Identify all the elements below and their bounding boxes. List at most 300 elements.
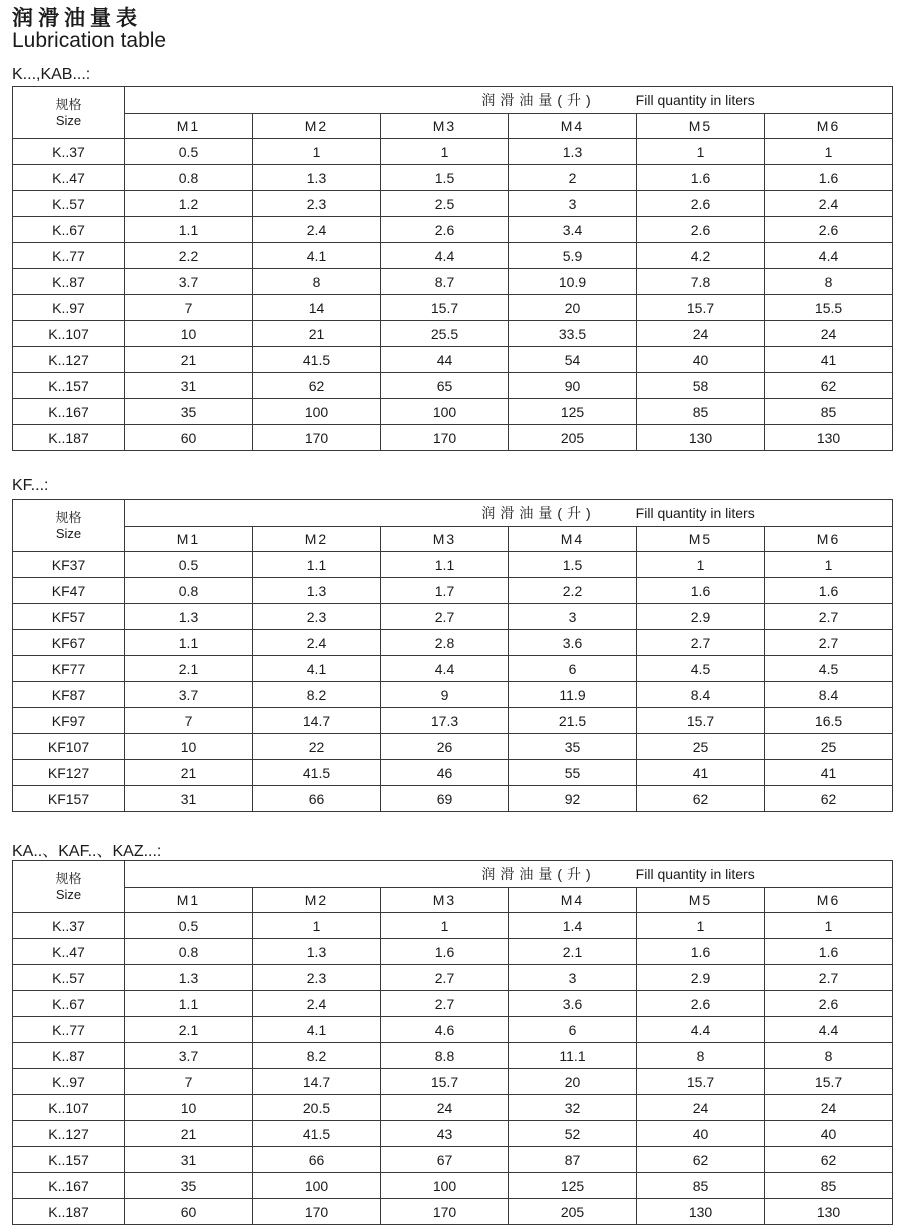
quantity-cell: 1.6	[765, 939, 893, 965]
quantity-cell: 1.3	[125, 604, 253, 630]
mounting-position-header: M6	[765, 527, 893, 552]
mounting-position-header-row	[13, 527, 893, 552]
quantity-cell: 1.1	[125, 630, 253, 656]
mounting-position-header: M3	[381, 527, 509, 552]
quantity-cell: 67	[381, 1147, 509, 1173]
quantity-cell: 14	[253, 295, 381, 321]
quantity-cell: 15.7	[765, 1069, 893, 1095]
section-label: KF...:	[12, 477, 49, 494]
quantity-cell: 62	[253, 373, 381, 399]
quantity-cell: 4.1	[253, 656, 381, 682]
size-cell: K..157	[13, 373, 125, 399]
size-cell: K..37	[13, 139, 125, 165]
quantity-cell: 44	[381, 347, 509, 373]
quantity-cell: 24	[381, 1095, 509, 1121]
quantity-cell: 8	[765, 1043, 893, 1069]
table-row	[13, 578, 893, 604]
quantity-cell: 4.4	[637, 1017, 765, 1043]
quantity-cell: 10	[125, 321, 253, 347]
size-cell: K..47	[13, 939, 125, 965]
table-row	[13, 708, 893, 734]
quantity-cell: 41.5	[253, 347, 381, 373]
size-cell: KF37	[13, 552, 125, 578]
table-row	[13, 217, 893, 243]
quantity-cell: 35	[125, 1173, 253, 1199]
fill-header-en: Fill quantity in liters	[635, 505, 755, 521]
size-cell: K..47	[13, 165, 125, 191]
quantity-cell: 24	[637, 321, 765, 347]
quantity-cell: 1.6	[637, 578, 765, 604]
table-row	[13, 191, 893, 217]
quantity-cell: 2.9	[637, 965, 765, 991]
quantity-cell: 100	[381, 1173, 509, 1199]
table-row	[13, 913, 893, 939]
quantity-cell: 10	[125, 734, 253, 760]
quantity-cell: 32	[509, 1095, 637, 1121]
quantity-cell: 62	[765, 1147, 893, 1173]
quantity-cell: 24	[765, 321, 893, 347]
quantity-cell: 1.7	[381, 578, 509, 604]
page-title-english: Lubrication table	[12, 29, 167, 52]
quantity-cell: 2.6	[637, 191, 765, 217]
quantity-cell: 4.6	[381, 1017, 509, 1043]
mounting-position-header-row	[13, 888, 893, 913]
quantity-cell: 85	[765, 1173, 893, 1199]
table-row	[13, 630, 893, 656]
table-row	[13, 1043, 893, 1069]
quantity-cell: 41	[765, 760, 893, 786]
size-cell: KF97	[13, 708, 125, 734]
quantity-cell: 14.7	[253, 1069, 381, 1095]
quantity-cell: 15.7	[637, 295, 765, 321]
quantity-cell: 2.5	[381, 191, 509, 217]
quantity-cell: 130	[765, 425, 893, 451]
quantity-cell: 40	[637, 1121, 765, 1147]
quantity-cell: 41	[765, 347, 893, 373]
size-cell: K..77	[13, 1017, 125, 1043]
quantity-cell: 15.7	[637, 708, 765, 734]
quantity-cell: 62	[637, 1147, 765, 1173]
quantity-cell: 2.7	[637, 630, 765, 656]
size-header-cn: 规格	[55, 96, 82, 112]
table-row	[13, 425, 893, 451]
quantity-cell: 1.5	[381, 165, 509, 191]
quantity-cell: 20	[509, 1069, 637, 1095]
quantity-cell: 1.4	[509, 913, 637, 939]
quantity-cell: 2.3	[253, 965, 381, 991]
quantity-cell: 2.1	[509, 939, 637, 965]
quantity-cell: 1	[765, 552, 893, 578]
quantity-cell: 52	[509, 1121, 637, 1147]
mounting-position-header: M1	[125, 888, 253, 913]
quantity-cell: 1.3	[125, 965, 253, 991]
quantity-cell: 31	[125, 1147, 253, 1173]
quantity-cell: 43	[381, 1121, 509, 1147]
size-cell: K..167	[13, 1173, 125, 1199]
quantity-cell: 62	[765, 786, 893, 812]
quantity-cell: 2.4	[253, 991, 381, 1017]
quantity-cell: 85	[637, 1173, 765, 1199]
size-cell: K..107	[13, 321, 125, 347]
quantity-cell: 2.4	[765, 191, 893, 217]
mounting-position-header: M2	[253, 888, 381, 913]
quantity-cell: 21.5	[509, 708, 637, 734]
quantity-cell: 41.5	[253, 760, 381, 786]
quantity-cell: 4.4	[381, 656, 509, 682]
size-cell: K..37	[13, 913, 125, 939]
quantity-cell: 1.6	[637, 165, 765, 191]
quantity-cell: 33.5	[509, 321, 637, 347]
quantity-cell: 8.8	[381, 1043, 509, 1069]
quantity-cell: 20	[509, 295, 637, 321]
quantity-cell: 0.5	[125, 552, 253, 578]
quantity-cell: 1.6	[637, 939, 765, 965]
quantity-cell: 26	[381, 734, 509, 760]
mounting-position-header: M5	[637, 114, 765, 139]
quantity-cell: 24	[765, 1095, 893, 1121]
quantity-cell: 2.6	[637, 217, 765, 243]
mounting-position-header: M1	[125, 114, 253, 139]
quantity-cell: 4.5	[637, 656, 765, 682]
quantity-cell: 8.4	[765, 682, 893, 708]
quantity-cell: 58	[637, 373, 765, 399]
size-header	[13, 861, 125, 913]
quantity-cell: 2.1	[125, 656, 253, 682]
lubrication-table	[12, 499, 893, 812]
quantity-cell: 11.9	[509, 682, 637, 708]
size-header-en: Size	[55, 112, 82, 128]
size-cell: K..187	[13, 1199, 125, 1225]
quantity-cell: 8.2	[253, 1043, 381, 1069]
size-cell: K..127	[13, 1121, 125, 1147]
quantity-cell: 1	[253, 139, 381, 165]
quantity-cell: 1	[765, 139, 893, 165]
quantity-cell: 4.4	[765, 243, 893, 269]
quantity-cell: 1	[765, 913, 893, 939]
quantity-cell: 92	[509, 786, 637, 812]
table-row	[13, 991, 893, 1017]
size-header-en: Size	[55, 886, 82, 902]
mounting-position-header: M4	[509, 527, 637, 552]
quantity-cell: 100	[253, 1173, 381, 1199]
size-header-cn: 规格	[55, 509, 82, 525]
quantity-cell: 3.6	[509, 991, 637, 1017]
quantity-cell: 1.2	[125, 191, 253, 217]
quantity-cell: 130	[637, 425, 765, 451]
mounting-position-header: M6	[765, 888, 893, 913]
table-header-row	[13, 500, 893, 527]
mounting-position-header: M6	[765, 114, 893, 139]
quantity-cell: 2.4	[253, 217, 381, 243]
quantity-cell: 15.5	[765, 295, 893, 321]
quantity-cell: 41	[637, 760, 765, 786]
quantity-cell: 4.4	[765, 1017, 893, 1043]
quantity-cell: 1	[381, 139, 509, 165]
quantity-cell: 4.1	[253, 1017, 381, 1043]
table-row	[13, 656, 893, 682]
quantity-cell: 3	[509, 191, 637, 217]
quantity-cell: 35	[509, 734, 637, 760]
quantity-cell: 8	[765, 269, 893, 295]
quantity-cell: 2.3	[253, 191, 381, 217]
quantity-cell: 2.6	[381, 217, 509, 243]
quantity-cell: 3.7	[125, 682, 253, 708]
quantity-cell: 21	[253, 321, 381, 347]
fill-header-en: Fill quantity in liters	[635, 866, 755, 882]
table-header-row	[13, 861, 893, 888]
quantity-cell: 170	[381, 1199, 509, 1225]
quantity-cell: 125	[509, 399, 637, 425]
quantity-cell: 2.2	[125, 243, 253, 269]
quantity-cell: 2.6	[765, 217, 893, 243]
size-cell: KF127	[13, 760, 125, 786]
table-row	[13, 682, 893, 708]
quantity-cell: 0.8	[125, 165, 253, 191]
quantity-cell: 1	[637, 913, 765, 939]
quantity-cell: 2	[509, 165, 637, 191]
mounting-position-header-row	[13, 114, 893, 139]
quantity-cell: 46	[381, 760, 509, 786]
table-row	[13, 1095, 893, 1121]
quantity-cell: 2.7	[765, 965, 893, 991]
fill-header-cn: 润滑油量(升)	[481, 92, 596, 108]
quantity-cell: 125	[509, 1173, 637, 1199]
quantity-cell: 14.7	[253, 708, 381, 734]
quantity-cell: 4.2	[637, 243, 765, 269]
quantity-cell: 1.1	[381, 552, 509, 578]
size-header	[13, 500, 125, 552]
size-cell: KF157	[13, 786, 125, 812]
quantity-cell: 15.7	[381, 295, 509, 321]
quantity-cell: 1.1	[125, 991, 253, 1017]
quantity-cell: 4.5	[765, 656, 893, 682]
mounting-position-header: M2	[253, 114, 381, 139]
size-cell: K..67	[13, 217, 125, 243]
quantity-cell: 6	[509, 656, 637, 682]
quantity-cell: 85	[765, 399, 893, 425]
quantity-cell: 7	[125, 295, 253, 321]
quantity-cell: 1	[381, 913, 509, 939]
quantity-cell: 1.5	[509, 552, 637, 578]
table-row	[13, 295, 893, 321]
quantity-cell: 7	[125, 1069, 253, 1095]
size-cell: KF87	[13, 682, 125, 708]
table-row	[13, 139, 893, 165]
size-cell: K..97	[13, 1069, 125, 1095]
table-row	[13, 1121, 893, 1147]
mounting-position-header: M5	[637, 527, 765, 552]
quantity-cell: 2.7	[381, 991, 509, 1017]
mounting-position-header: M2	[253, 527, 381, 552]
quantity-cell: 8.7	[381, 269, 509, 295]
quantity-cell: 10	[125, 1095, 253, 1121]
quantity-cell: 100	[253, 399, 381, 425]
quantity-cell: 9	[381, 682, 509, 708]
mounting-position-header: M4	[509, 114, 637, 139]
table-row	[13, 1017, 893, 1043]
quantity-cell: 3.4	[509, 217, 637, 243]
table-row	[13, 243, 893, 269]
quantity-cell: 11.1	[509, 1043, 637, 1069]
size-cell: K..57	[13, 965, 125, 991]
quantity-cell: 17.3	[381, 708, 509, 734]
quantity-cell: 1.6	[381, 939, 509, 965]
mounting-position-header: M1	[125, 527, 253, 552]
quantity-cell: 8.2	[253, 682, 381, 708]
quantity-cell: 2.8	[381, 630, 509, 656]
table-header-row	[13, 87, 893, 114]
quantity-cell: 54	[509, 347, 637, 373]
table-row	[13, 734, 893, 760]
quantity-cell: 130	[765, 1199, 893, 1225]
quantity-cell: 1.3	[509, 139, 637, 165]
table-row	[13, 1173, 893, 1199]
quantity-cell: 35	[125, 399, 253, 425]
quantity-cell: 170	[253, 425, 381, 451]
fill-quantity-header	[125, 500, 893, 527]
quantity-cell: 21	[125, 1121, 253, 1147]
size-cell: K..67	[13, 991, 125, 1017]
fill-header-cn: 润滑油量(升)	[481, 866, 596, 882]
quantity-cell: 41.5	[253, 1121, 381, 1147]
quantity-cell: 31	[125, 786, 253, 812]
quantity-cell: 2.2	[509, 578, 637, 604]
size-cell: K..87	[13, 269, 125, 295]
quantity-cell: 62	[765, 373, 893, 399]
table-row	[13, 1069, 893, 1095]
quantity-cell: 6	[509, 1017, 637, 1043]
size-cell: K..127	[13, 347, 125, 373]
section-label: K...,KAB...:	[12, 66, 91, 83]
lubrication-table	[12, 860, 893, 1225]
size-header-cn: 规格	[55, 870, 82, 886]
quantity-cell: 100	[381, 399, 509, 425]
table-row	[13, 939, 893, 965]
quantity-cell: 130	[637, 1199, 765, 1225]
quantity-cell: 15.7	[637, 1069, 765, 1095]
quantity-cell: 62	[637, 786, 765, 812]
quantity-cell: 7.8	[637, 269, 765, 295]
size-cell: KF47	[13, 578, 125, 604]
quantity-cell: 8	[253, 269, 381, 295]
size-cell: K..77	[13, 243, 125, 269]
quantity-cell: 25.5	[381, 321, 509, 347]
fill-quantity-header	[125, 87, 893, 114]
quantity-cell: 24	[637, 1095, 765, 1121]
quantity-cell: 2.9	[637, 604, 765, 630]
quantity-cell: 60	[125, 1199, 253, 1225]
quantity-cell: 25	[765, 734, 893, 760]
quantity-cell: 40	[765, 1121, 893, 1147]
quantity-cell: 8.4	[637, 682, 765, 708]
size-cell: K..167	[13, 399, 125, 425]
quantity-cell: 4.4	[381, 243, 509, 269]
quantity-cell: 3.6	[509, 630, 637, 656]
table-row	[13, 321, 893, 347]
table-row	[13, 552, 893, 578]
quantity-cell: 66	[253, 1147, 381, 1173]
table-row	[13, 1199, 893, 1225]
table-row	[13, 786, 893, 812]
quantity-cell: 0.8	[125, 939, 253, 965]
quantity-cell: 2.7	[765, 604, 893, 630]
quantity-cell: 1.3	[253, 165, 381, 191]
size-cell: K..107	[13, 1095, 125, 1121]
quantity-cell: 1.1	[125, 217, 253, 243]
quantity-cell: 2.3	[253, 604, 381, 630]
quantity-cell: 2.7	[765, 630, 893, 656]
quantity-cell: 205	[509, 425, 637, 451]
size-cell: KF107	[13, 734, 125, 760]
quantity-cell: 170	[253, 1199, 381, 1225]
table-row	[13, 269, 893, 295]
quantity-cell: 1.3	[253, 939, 381, 965]
size-cell: K..97	[13, 295, 125, 321]
quantity-cell: 205	[509, 1199, 637, 1225]
quantity-cell: 8	[637, 1043, 765, 1069]
table-row	[13, 1147, 893, 1173]
quantity-cell: 2.4	[253, 630, 381, 656]
quantity-cell: 87	[509, 1147, 637, 1173]
fill-header-cn: 润滑油量(升)	[481, 505, 596, 521]
quantity-cell: 22	[253, 734, 381, 760]
size-cell: K..187	[13, 425, 125, 451]
quantity-cell: 5.9	[509, 243, 637, 269]
quantity-cell: 2.7	[381, 965, 509, 991]
quantity-cell: 31	[125, 373, 253, 399]
quantity-cell: 25	[637, 734, 765, 760]
quantity-cell: 69	[381, 786, 509, 812]
table-row	[13, 347, 893, 373]
quantity-cell: 3	[509, 604, 637, 630]
quantity-cell: 0.5	[125, 139, 253, 165]
quantity-cell: 21	[125, 760, 253, 786]
mounting-position-header: M5	[637, 888, 765, 913]
section-label: KA..、KAF..、KAZ...:	[12, 843, 162, 860]
page-title-chinese: 润滑油量表	[12, 6, 142, 30]
size-cell: K..157	[13, 1147, 125, 1173]
quantity-cell: 66	[253, 786, 381, 812]
quantity-cell: 15.7	[381, 1069, 509, 1095]
quantity-cell: 2.7	[381, 604, 509, 630]
mounting-position-header: M3	[381, 114, 509, 139]
quantity-cell: 3.7	[125, 1043, 253, 1069]
fill-quantity-header	[125, 861, 893, 888]
quantity-cell: 170	[381, 425, 509, 451]
quantity-cell: 2.6	[765, 991, 893, 1017]
size-cell: K..87	[13, 1043, 125, 1069]
table-row	[13, 965, 893, 991]
quantity-cell: 1	[637, 139, 765, 165]
quantity-cell: 1.1	[253, 552, 381, 578]
table-row	[13, 399, 893, 425]
lubrication-table	[12, 86, 893, 451]
quantity-cell: 40	[637, 347, 765, 373]
fill-header-en: Fill quantity in liters	[635, 92, 755, 108]
quantity-cell: 0.8	[125, 578, 253, 604]
quantity-cell: 1.6	[765, 578, 893, 604]
quantity-cell: 2.6	[637, 991, 765, 1017]
quantity-cell: 21	[125, 347, 253, 373]
size-cell: KF77	[13, 656, 125, 682]
mounting-position-header: M4	[509, 888, 637, 913]
quantity-cell: 1	[637, 552, 765, 578]
quantity-cell: 90	[509, 373, 637, 399]
table-row	[13, 604, 893, 630]
mounting-position-header: M3	[381, 888, 509, 913]
quantity-cell: 1.3	[253, 578, 381, 604]
quantity-cell: 4.1	[253, 243, 381, 269]
